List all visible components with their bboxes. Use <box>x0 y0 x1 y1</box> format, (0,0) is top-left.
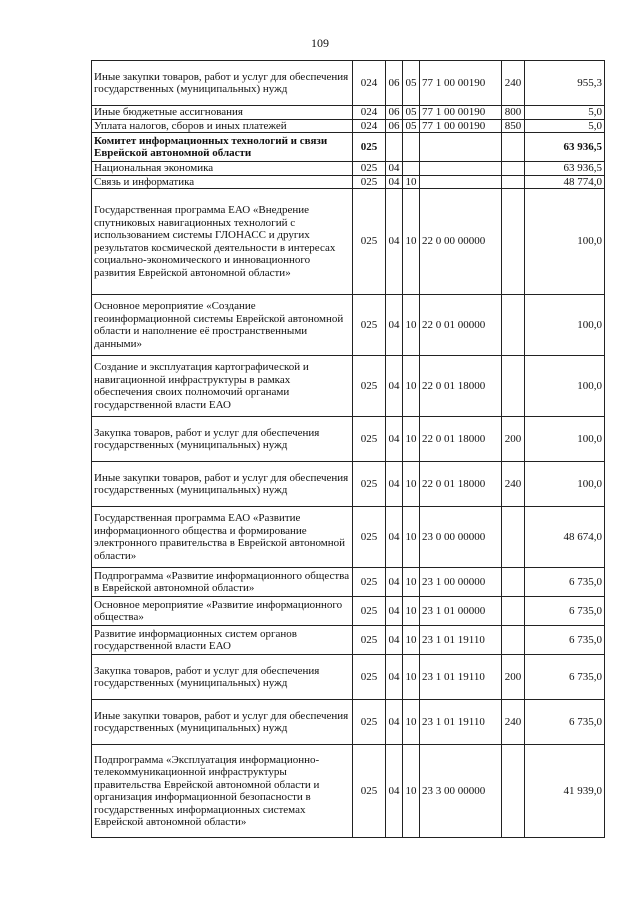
cell-expense-type: 800 <box>502 106 525 120</box>
cell-amount: 100,0 <box>525 189 605 295</box>
row-name: Государственная программа ЕАО «Внедрение спутниковых навигационных технологий с использованием системы ГЛОНАСС и других результатов космической деятельности в интересах социально-экономического и инновационного развития Еврейской автономной области» <box>92 189 353 295</box>
cell-target-article <box>420 175 502 189</box>
cell-subsection: 10 <box>403 189 420 295</box>
row-name: Иные бюджетные ассигнования <box>92 106 353 120</box>
cell-target-article: 23 1 01 19110 <box>420 655 502 700</box>
cell-section: 04 <box>386 356 403 417</box>
row-name: Закупка товаров, работ и услуг для обеспечения государственных (муниципальных) нужд <box>92 417 353 462</box>
row-name: Подпрограмма «Развитие информационного общества в Еврейской автономной области» <box>92 568 353 597</box>
cell-amount: 6 735,0 <box>525 700 605 745</box>
cell-ved: 025 <box>353 417 386 462</box>
cell-expense-type <box>502 162 525 176</box>
cell-amount: 6 735,0 <box>525 655 605 700</box>
cell-subsection: 10 <box>403 507 420 568</box>
cell-subsection: 10 <box>403 597 420 626</box>
cell-ved: 025 <box>353 162 386 176</box>
cell-ved: 025 <box>353 626 386 655</box>
cell-target-article <box>420 162 502 176</box>
cell-section: 04 <box>386 295 403 356</box>
cell-expense-type <box>502 626 525 655</box>
cell-target-article: 23 1 01 19110 <box>420 700 502 745</box>
cell-amount: 41 939,0 <box>525 745 605 838</box>
cell-ved: 024 <box>353 106 386 120</box>
cell-section: 04 <box>386 162 403 176</box>
row-name: Основное мероприятие «Создание геоинформационной системы Еврейской автономной области и наполнение её пространственными данными» <box>92 295 353 356</box>
table-row <box>92 61 605 106</box>
cell-subsection: 10 <box>403 626 420 655</box>
cell-expense-type: 240 <box>502 700 525 745</box>
cell-subsection: 10 <box>403 175 420 189</box>
cell-amount: 6 735,0 <box>525 626 605 655</box>
cell-section: 04 <box>386 189 403 295</box>
cell-amount: 48 674,0 <box>525 507 605 568</box>
cell-subsection: 05 <box>403 119 420 133</box>
cell-section: 04 <box>386 597 403 626</box>
cell-expense-type: 240 <box>502 61 525 106</box>
cell-section: 04 <box>386 568 403 597</box>
cell-target-article: 22 0 01 18000 <box>420 417 502 462</box>
row-name: Связь и информатика <box>92 175 353 189</box>
cell-amount: 6 735,0 <box>525 597 605 626</box>
cell-subsection: 10 <box>403 700 420 745</box>
cell-expense-type <box>502 597 525 626</box>
cell-expense-type: 240 <box>502 462 525 507</box>
row-name: Подпрограмма «Эксплуатация информационно-телекоммуникационной инфраструктуры правительства Еврейской автономной области и организация информационной безопасности в государственных информационных системах Еврейской автономной области» <box>92 745 353 838</box>
cell-expense-type <box>502 189 525 295</box>
row-name: Государственная программа ЕАО «Развитие информационного общества и формирование электронного правительства в Еврейской автономной области» <box>92 507 353 568</box>
cell-target-article: 23 1 01 19110 <box>420 626 502 655</box>
cell-section: 04 <box>386 462 403 507</box>
row-name: Создание и эксплуатация картографической и навигационной инфраструктуры в рамках обеспечения своих полномочий органами государственной власти ЕАО <box>92 356 353 417</box>
cell-target-article: 22 0 01 18000 <box>420 462 502 507</box>
cell-section: 04 <box>386 745 403 838</box>
cell-ved: 025 <box>353 356 386 417</box>
row-name: Иные закупки товаров, работ и услуг для обеспечения государственных (муниципальных) нужд <box>92 462 353 507</box>
table-row <box>92 106 605 120</box>
cell-target-article: 23 1 01 00000 <box>420 597 502 626</box>
table-row <box>92 356 605 417</box>
cell-ved: 025 <box>353 745 386 838</box>
cell-ved: 024 <box>353 119 386 133</box>
cell-expense-type <box>502 175 525 189</box>
table-row <box>92 597 605 626</box>
cell-subsection: 10 <box>403 417 420 462</box>
cell-amount: 63 936,5 <box>525 162 605 176</box>
cell-subsection: 10 <box>403 568 420 597</box>
cell-section <box>386 133 403 162</box>
table-row <box>92 745 605 838</box>
cell-target-article: 22 0 00 00000 <box>420 189 502 295</box>
table-row <box>92 175 605 189</box>
cell-expense-type <box>502 507 525 568</box>
cell-section: 04 <box>386 655 403 700</box>
cell-subsection: 10 <box>403 462 420 507</box>
row-name: Закупка товаров, работ и услуг для обеспечения государственных (муниципальных) нужд <box>92 655 353 700</box>
table-row <box>92 417 605 462</box>
cell-ved: 025 <box>353 189 386 295</box>
row-name: Комитет информационных технологий и связи Еврейской автономной области <box>92 133 353 162</box>
cell-amount: 48 774,0 <box>525 175 605 189</box>
cell-subsection: 10 <box>403 356 420 417</box>
table-body <box>92 61 605 838</box>
row-name: Уплата налогов, сборов и иных платежей <box>92 119 353 133</box>
cell-amount: 63 936,5 <box>525 133 605 162</box>
row-name: Основное мероприятие «Развитие информационного общества» <box>92 597 353 626</box>
cell-target-article: 23 1 00 00000 <box>420 568 502 597</box>
cell-amount: 100,0 <box>525 462 605 507</box>
cell-ved: 025 <box>353 507 386 568</box>
table-row <box>92 462 605 507</box>
cell-subsection: 10 <box>403 655 420 700</box>
cell-amount: 100,0 <box>525 356 605 417</box>
budget-table <box>91 60 605 838</box>
cell-target-article: 22 0 01 00000 <box>420 295 502 356</box>
cell-ved: 025 <box>353 462 386 507</box>
table-row <box>92 162 605 176</box>
cell-subsection <box>403 133 420 162</box>
cell-section: 04 <box>386 626 403 655</box>
cell-amount: 5,0 <box>525 119 605 133</box>
cell-target-article <box>420 133 502 162</box>
cell-target-article: 22 0 01 18000 <box>420 356 502 417</box>
table-row <box>92 568 605 597</box>
row-name: Развитие информационных систем органов государственной власти ЕАО <box>92 626 353 655</box>
cell-subsection <box>403 162 420 176</box>
table-row <box>92 626 605 655</box>
cell-target-article: 77 1 00 00190 <box>420 119 502 133</box>
cell-section: 04 <box>386 507 403 568</box>
cell-expense-type <box>502 356 525 417</box>
table-row <box>92 507 605 568</box>
cell-expense-type <box>502 133 525 162</box>
cell-section: 06 <box>386 61 403 106</box>
table-row <box>92 295 605 356</box>
cell-ved: 025 <box>353 175 386 189</box>
cell-expense-type <box>502 745 525 838</box>
cell-subsection: 05 <box>403 61 420 106</box>
cell-amount: 955,3 <box>525 61 605 106</box>
cell-ved: 025 <box>353 295 386 356</box>
cell-ved: 024 <box>353 61 386 106</box>
cell-amount: 6 735,0 <box>525 568 605 597</box>
row-name: Иные закупки товаров, работ и услуг для обеспечения государственных (муниципальных) нужд <box>92 700 353 745</box>
cell-subsection: 10 <box>403 745 420 838</box>
cell-ved: 025 <box>353 568 386 597</box>
table-row <box>92 700 605 745</box>
cell-ved: 025 <box>353 133 386 162</box>
cell-expense-type: 200 <box>502 417 525 462</box>
cell-amount: 100,0 <box>525 295 605 356</box>
cell-expense-type: 200 <box>502 655 525 700</box>
cell-section: 04 <box>386 175 403 189</box>
cell-target-article: 77 1 00 00190 <box>420 61 502 106</box>
table-row <box>92 119 605 133</box>
table-row <box>92 133 605 162</box>
cell-target-article: 77 1 00 00190 <box>420 106 502 120</box>
cell-expense-type <box>502 295 525 356</box>
cell-section: 06 <box>386 106 403 120</box>
cell-section: 04 <box>386 417 403 462</box>
cell-section: 04 <box>386 700 403 745</box>
cell-expense-type: 850 <box>502 119 525 133</box>
cell-ved: 025 <box>353 597 386 626</box>
cell-ved: 025 <box>353 700 386 745</box>
cell-expense-type <box>502 568 525 597</box>
cell-target-article: 23 3 00 00000 <box>420 745 502 838</box>
cell-subsection: 10 <box>403 295 420 356</box>
table-row <box>92 655 605 700</box>
row-name: Иные закупки товаров, работ и услуг для обеспечения государственных (муниципальных) нужд <box>92 61 353 106</box>
cell-ved: 025 <box>353 655 386 700</box>
table-row <box>92 189 605 295</box>
cell-amount: 100,0 <box>525 417 605 462</box>
cell-section: 06 <box>386 119 403 133</box>
row-name: Национальная экономика <box>92 162 353 176</box>
cell-amount: 5,0 <box>525 106 605 120</box>
cell-target-article: 23 0 00 00000 <box>420 507 502 568</box>
page-number: 109 <box>311 36 329 50</box>
cell-subsection: 05 <box>403 106 420 120</box>
